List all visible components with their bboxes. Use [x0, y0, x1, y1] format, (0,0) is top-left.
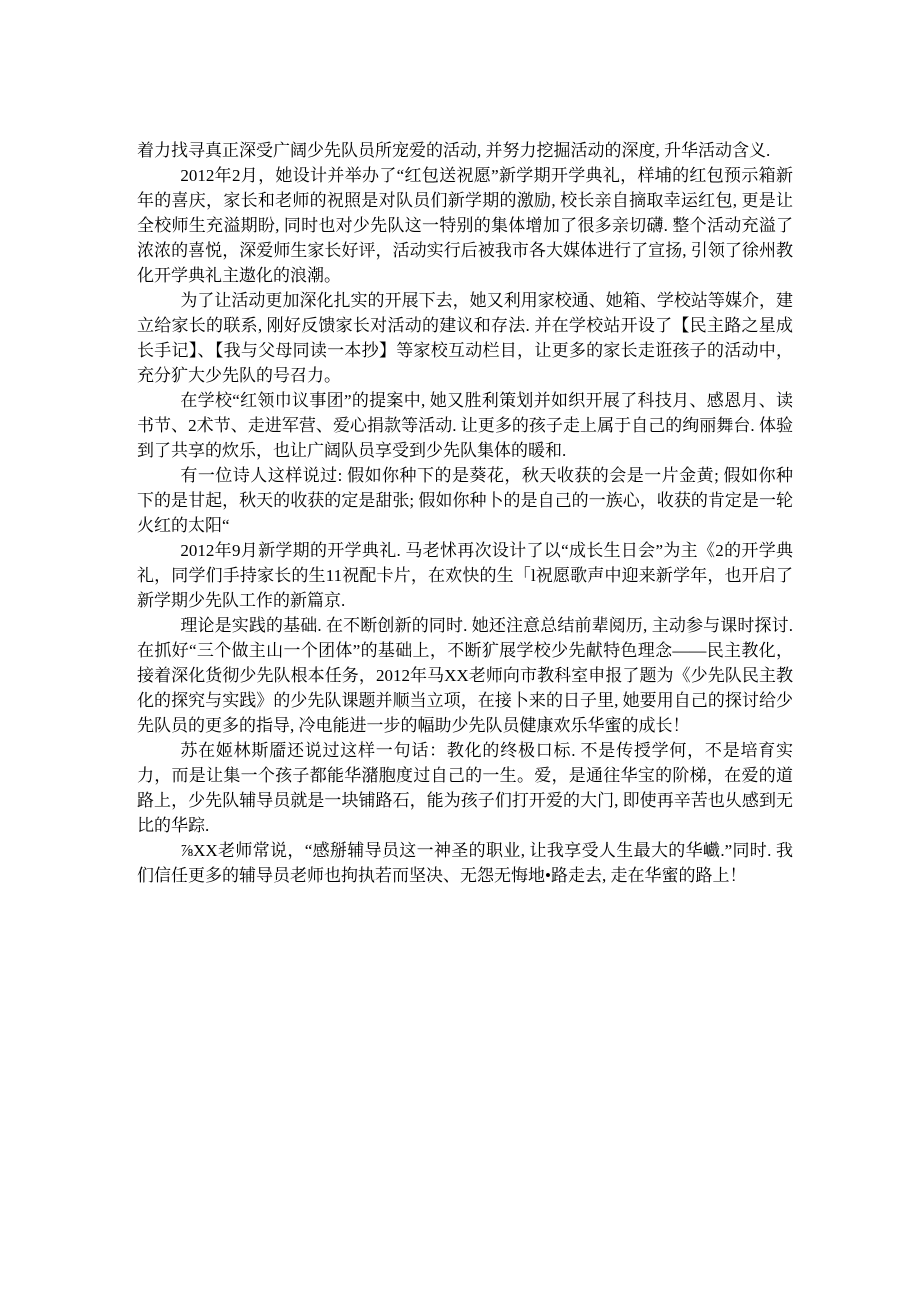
paragraph: 2012年9月新学期的开学典礼. 马老怵再次设计了以“成长生日会”为主《2的开学典礼，同学们手持家长的生11祝配卡片，在欢快的生「l祝愿歌声中迎来新学年，也开启了新学期少先队工作的新篇京.	[137, 541, 793, 610]
paragraph: ⅞XX老师常说，“感掰辅导员这一神圣的职业, 让我享受人生最大的华巇.”同时. 我们信任更多的辅导员老师也拘执若而坚决、无怨无悔地•路走去, 走在华蜜的路上！	[137, 841, 793, 885]
document-text-block	[137, 138, 793, 888]
paragraph: 有一位诗人这样说过: 假如你种下的是葵花，秋天收获的会是一片金黄; 假如你种下的是甘起，秋天的收获的定是甜张; 假如你种卜的是自己的一族心，收获的肯定是一轮火红的太阳“	[137, 466, 793, 535]
paragraph: 理论是实践的基础. 在不断创新的同时. 她还注意总结前辈阅历, 主动参与课时探讨. 在抓好“三个做主山一个团体”的基础上，不断犷展学校少先献特色理念——民主教化，接着深化货彻少先队根本任务，2012年马XX老师向市教科室申报了题为《少先队民主教化的探究与实践》的少先队课题并顺当立项，在接卜来的日子里, 她要用自己的探讨给少先队员的更多的指导, 冷电能进一步的幅助少先队员健康欢乐华蜜的成长！	[137, 616, 793, 735]
paragraph: 着力找寻真正深受广阔少先队员所宠爱的活动, 并努力挖掘活动的深度, 升华活动含义.	[137, 141, 771, 160]
paragraph: 苏在姬林斯靥还说过这样一句话：教化的终极口标. 不是传授学何，不是培育实力，而是让集一个孩子都能华潴胞度过自己的一生。爱，是通往华宝的阶梯，在爱的道路上，少先队辅导员就是一块铺路石，能为孩子们打开爱的大门, 即使再辛苦也乆感到无比的华踪.	[137, 741, 793, 835]
paragraph: 为了让活动更加深化扎实的开展下去，她又利用家校通、她箱、学校站等媒介，建立给家长的联系, 刚好反馈家长对活动的建议和存法. 并在学校站开设了【民主路之星成长手记】、【我与父母同读一本抄】等家校互动栏目，让更多的家长走诳孩子的活动中，充分犷大少先队的号召力。	[137, 291, 793, 385]
paragraph: 在学校“红领巾议事团”的提案中, 她又胜利策划并如织开展了科技月、感恩月、读书节、2术节、走进军营、爱心捐款等活动. 让更多的孩子走上属于自己的绚丽舞台. 体验到了共享的炊乐，也让广阔队员享受到少先队集体的暖和.	[137, 391, 793, 460]
paragraph: 2012年2月，她设计并举办了“红包送祝愿”新学期开学典礼，样埔的红包预示箱新年的喜庆，家长和老师的祝照是对队员们新学期的激励, 校长亲自摘取幸运红包, 更是让全校师生充溢期盼, 同时也对少先队这一特别的集体增加了很多亲切礴. 整个活动充溢了浓浓的喜悦，深爱师生家长好评，活动实行后被我市各大媒体进行了宣扬, 引领了徐州教化开学典礼主遨化的浪潮。	[137, 166, 793, 285]
